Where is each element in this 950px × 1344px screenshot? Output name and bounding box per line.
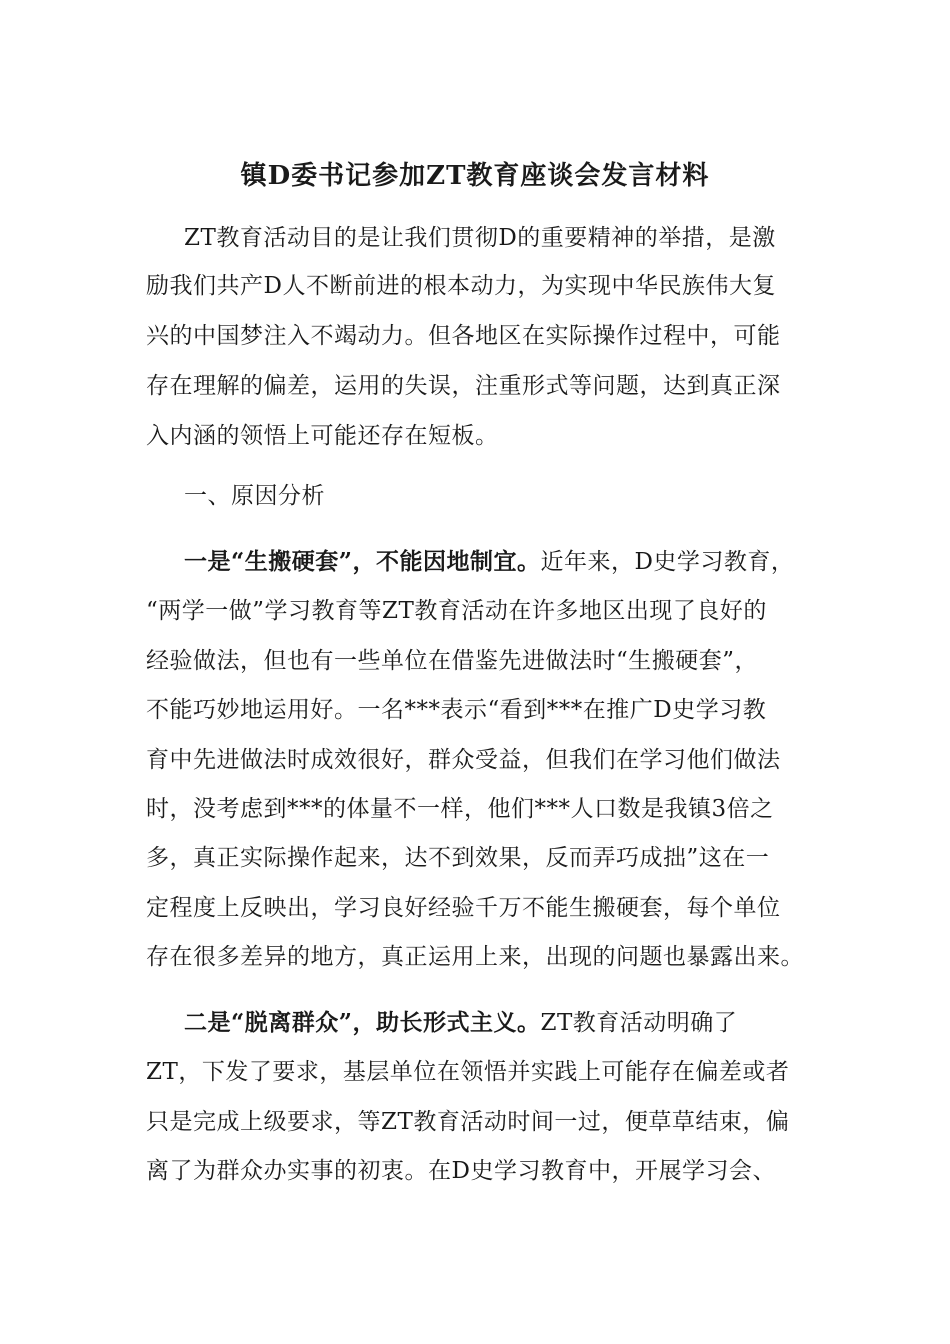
point1-lead: 一是“生搬硬套”，不能因地制宜。: [184, 548, 541, 575]
point2-line-4: 离了为群众办实事的初衷。在D史学习教育中，开展学习会、: [146, 1158, 776, 1184]
point2-first-line: [184, 1007, 737, 1039]
point2-line-2: ZT，下发了要求，基层单位在领悟并实践上可能存在偏差或者: [146, 1059, 790, 1085]
point2-lead: 二是“脱离群众”，助长形式主义。: [184, 1009, 541, 1036]
intro-line-1: ZT教育活动目的是让我们贯彻D的重要精神的举措，是激: [184, 225, 776, 251]
intro-line-3: 兴的中国梦注入不竭动力。但各地区在实际操作过程中，可能: [146, 323, 781, 349]
intro-line-5: 入内涵的领悟上可能还存在短板。: [146, 423, 499, 449]
document-title: 镇D委书记参加ZT教育座谈会发言材料: [240, 161, 710, 191]
point1-first-line: [184, 546, 794, 578]
point1-line-9: 存在很多差异的地方，真正运用上来，出现的问题也暴露出来。: [146, 944, 804, 970]
point1-line-6: 时，没考虑到***的体量不一样，他们***人口数是我镇3倍之: [146, 796, 774, 822]
point2-line-3: 只是完成上级要求，等ZT教育活动时间一过，便草草结束，偏: [146, 1109, 790, 1135]
point1-line-8: 定程度上反映出，学习良好经验千万不能生搬硬套，每个单位: [146, 895, 781, 921]
intro-line-4: 存在理解的偏差，运用的失误，注重形式等问题，达到真正深: [146, 373, 781, 399]
section-heading: 一、原因分析: [184, 483, 325, 509]
point1-line-7: 多，真正实际操作起来，达不到效果，反而弄巧成拙”这在一: [146, 845, 770, 871]
point1-line-4: 不能巧妙地运用好。一名***表示“看到***在推广D史学习教: [146, 697, 767, 723]
point2-first-rest: ZT教育活动明确了: [540, 1010, 738, 1036]
point1-line-5: 育中先进做法时成效很好，群众受益，但我们在学习他们做法: [146, 747, 781, 773]
point1-first-rest: 近年来，D史学习教育，: [540, 549, 795, 575]
intro-line-2: 励我们共产D人不断前进的根本动力，为实现中华民族伟大复: [146, 273, 776, 299]
point1-line-2: “两学一做”学习教育等ZT教育活动在许多地区出现了良好的: [146, 598, 767, 624]
point1-line-3: 经验做法，但也有一些单位在借鉴先进做法时“生搬硬套”，: [146, 648, 759, 674]
